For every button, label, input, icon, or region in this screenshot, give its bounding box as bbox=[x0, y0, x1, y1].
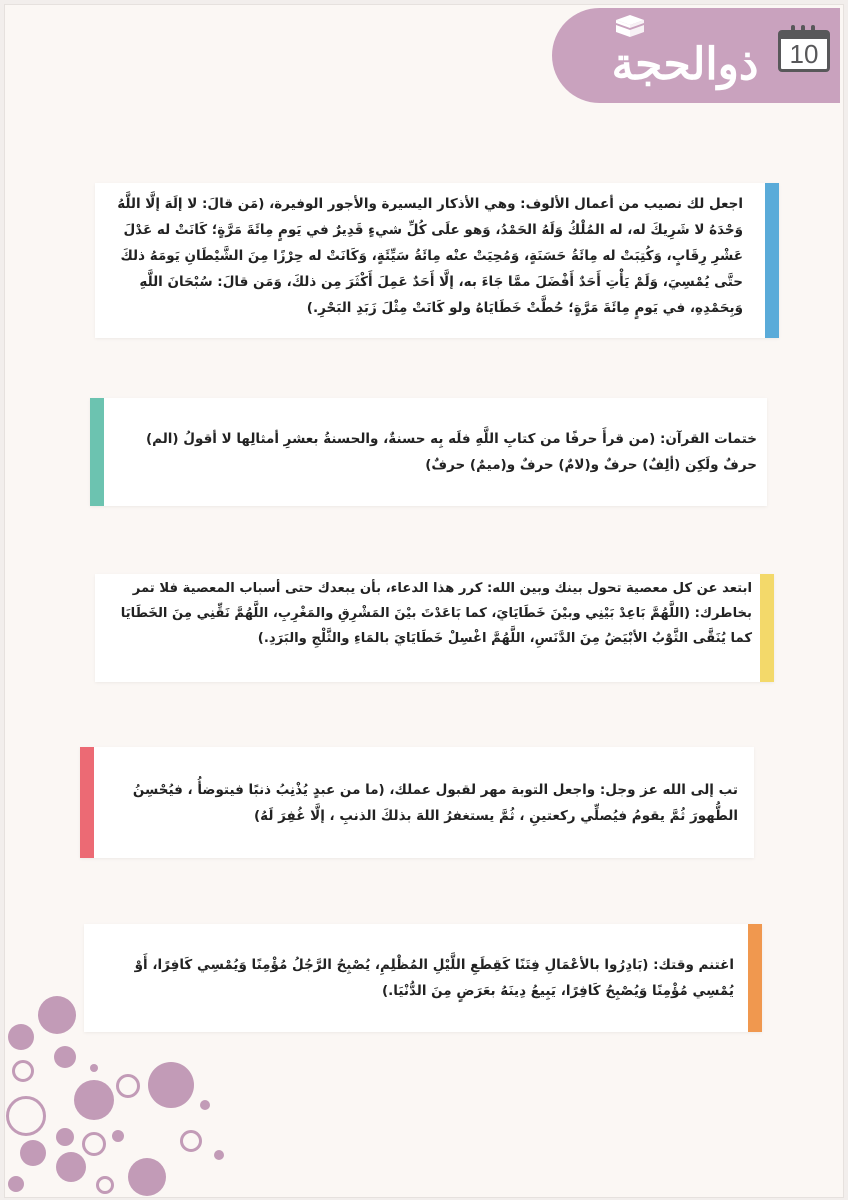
decor-circle bbox=[8, 1176, 24, 1192]
decor-circle bbox=[96, 1176, 114, 1194]
card-text: ختمات القرآن: (من قرأَ حرفًا من كتابِ اللَّهِ فلَه بِه حسنةٌ، والحسنةُ بعشرِ أمثالِها لا أقولُ (الم) حرفٌ ولَكِن (ألِفٌ) حرفٌ و(لامٌ) حرفٌ و(ميمٌ) حرفٌ) bbox=[145, 431, 757, 473]
calendar-icon bbox=[778, 30, 830, 72]
day-number: 10 bbox=[789, 39, 819, 69]
decor-circle bbox=[180, 1130, 202, 1152]
decor-circle bbox=[56, 1152, 86, 1182]
card-accent-bar bbox=[748, 924, 762, 1032]
card-use-time bbox=[84, 924, 762, 1032]
decor-circle bbox=[56, 1128, 74, 1146]
card-avoid-sin bbox=[95, 574, 774, 682]
decor-circle bbox=[90, 1064, 98, 1072]
decor-circle bbox=[148, 1062, 194, 1108]
card-accent-bar bbox=[80, 747, 94, 858]
decor-circle bbox=[6, 1096, 46, 1136]
decor-circle bbox=[74, 1080, 114, 1120]
card-text: تب إلى الله عز وجل: واجعل التوبة مهر لقبول عملك، (ما من عبدٍ يُذْنِبُ ذنبًا فيتوضأُ ، فيُحْسِنُ الطُّهورَ ثُمَّ يقومُ فيُصلِّي ركعتينِ ، ثُمَّ يستغفرُ اللهَ بذلكَ الذنبِ ، إلَّا غُفِرَ لَهُ) bbox=[132, 782, 738, 824]
decor-circle bbox=[214, 1150, 224, 1160]
decor-circle bbox=[200, 1100, 210, 1110]
card-accent-bar bbox=[90, 398, 104, 506]
card-text: اغتنم وقتك: (بَادِرُوا بالأعْمَالِ فِتَنًا كَقِطَعِ اللَّيْلِ المُظْلِمِ، يُصْبِحُ الرَّجُلُ مُؤْمِنًا وَيُمْسِي كَافِرًا، أَوْ يُمْسِي مُؤْمِنًا وَيُصْبِحُ كَافِرًا، يَبِيعُ دِينَهُ بعَرَضٍ مِنَ الدُّنْيَا.) bbox=[134, 957, 734, 999]
decor-circle bbox=[82, 1132, 106, 1156]
card-text: ابتعد عن كل معصية تحول بينك وبين الله: كرر هذا الدعاء، بأن يبعدك حتى أسباب المعصية فلا تمر بخاطرك: (اللَّهُمَّ بَاعِدْ بَيْنِي وبيْنَ خَطَايَايَ، كما بَاعَدْتَ بيْنَ المَشْرِقِ والمَغْرِبِ، اللَّهُمَّ نَقِّنِي مِنَ الخَطَايَا كما يُنَقَّى الثَّوْبُ الأبْيَضُ مِنَ الدَّنَسِ، اللَّهُمَّ اغْسِلْ خَطَايَايَ بالمَاءِ والثَّلْجِ والبَرَدِ.) bbox=[120, 581, 752, 646]
card-alfu-dhikr bbox=[95, 183, 779, 338]
month-title: ذوالحجة bbox=[611, 39, 759, 90]
card-text: اجعل لك نصيب من أعمال الألوف: وهي الأذكار اليسيرة والأجور الوفيرة، (مَن قالَ: لا إلَهَ إلَّا اللَّهُ وَحْدَهُ لا شَرِيكَ له، له المُلْكُ وَلَهُ الحَمْدُ، وَهو علَى كُلِّ شيءٍ قَدِيرٌ في يَومٍ مِائَةَ مَرَّةٍ؛ كَانَتْ له عَدْلَ عَشْرِ رِقَابٍ، وَكُتِبَتْ له مِائَةُ حَسَنَةٍ، وَمُحِيَتْ عنْه مِائَةُ سَيِّئَةٍ، وَكَانَتْ له حِرْزًا مِنَ الشَّيْطَانِ يَومَهُ ذلكَ حتَّى يُمْسِيَ، وَلَمْ يَأْتِ أَحَدٌ أَفْضَلَ ممَّا جَاءَ به، إلَّا أَحَدٌ عَمِلَ أَكْثَرَ مِن ذلكَ، وَمَن قالَ: سُبْحَانَ اللَّهِ وَبِحَمْدِهِ، في يَومٍ مِائَةَ مَرَّةٍ؛ حُطَّتْ خَطَايَاهُ ولو كَانَتْ مِثْلَ زَبَدِ البَحْرِ.) bbox=[117, 196, 743, 316]
card-accent-bar bbox=[765, 183, 779, 338]
decor-circle bbox=[38, 996, 76, 1034]
decor-circle bbox=[54, 1046, 76, 1068]
decor-circle bbox=[20, 1140, 46, 1166]
decor-circle bbox=[116, 1074, 140, 1098]
decor-circle bbox=[112, 1130, 124, 1142]
card-accent-bar bbox=[760, 574, 774, 682]
decor-circle bbox=[8, 1024, 34, 1050]
card-repentance bbox=[80, 747, 754, 858]
decor-circle bbox=[128, 1158, 166, 1196]
card-quran bbox=[90, 398, 767, 506]
decor-circle bbox=[12, 1060, 34, 1082]
